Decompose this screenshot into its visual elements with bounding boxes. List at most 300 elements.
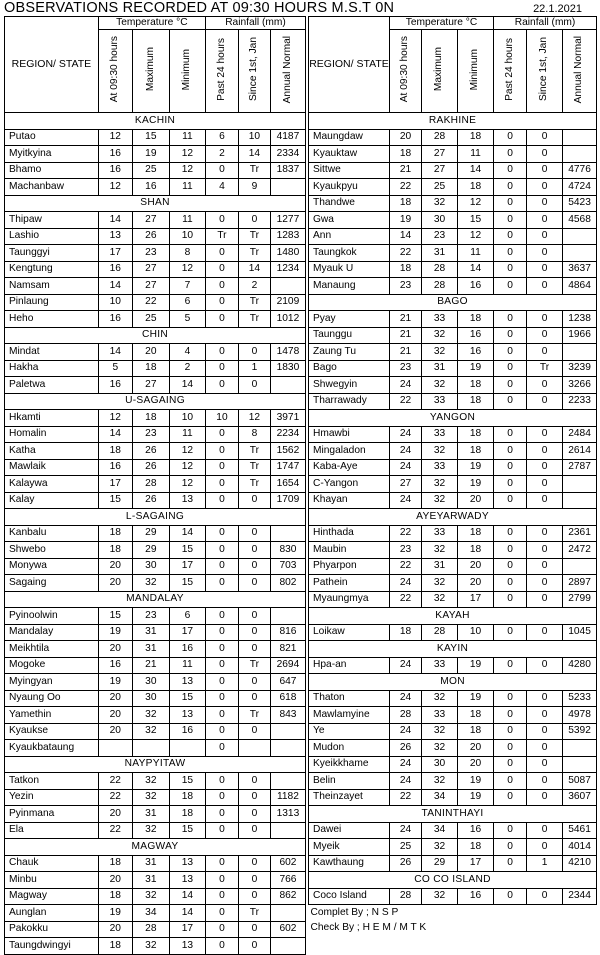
station-name: Kyeikkhame [309, 756, 390, 773]
temp-0930: 18 [390, 261, 422, 278]
rain-annual-normal: 830 [270, 542, 305, 559]
station-name: Kyaukpyu [309, 179, 390, 196]
station-name: Kyaukse [5, 723, 99, 740]
rain-since-jan: 0 [527, 212, 563, 229]
temp-min: 8 [169, 245, 205, 262]
station-row [5, 657, 306, 674]
rain-24h: 0 [205, 674, 238, 691]
station-row [309, 476, 597, 493]
temp-max: 32 [422, 591, 458, 608]
rain-annual-normal [563, 492, 597, 509]
station-row [309, 575, 597, 592]
rain-24h: 0 [494, 773, 527, 790]
temp-min: 18 [458, 377, 494, 394]
temp-max: 34 [422, 822, 458, 839]
temp-0930: 18 [98, 855, 132, 872]
rain-24h: 0 [205, 855, 238, 872]
rain-annual-normal: 3239 [563, 360, 597, 377]
rain-24h: 0 [494, 179, 527, 196]
station-name: Homalin [5, 426, 99, 443]
rain-annual-normal: 647 [270, 674, 305, 691]
rain-24h: 0 [494, 740, 527, 757]
temp-min: 6 [169, 608, 205, 625]
station-name: Mandalay [5, 624, 99, 641]
temp-min: 11 [169, 179, 205, 196]
temp-min: 11 [458, 146, 494, 163]
temp-max: 25 [422, 179, 458, 196]
station-row [309, 261, 597, 278]
station-name: Kalay [5, 492, 99, 509]
section-name: L-SAGAING [5, 509, 306, 526]
rain-24h: 0 [205, 311, 238, 328]
rain-24h: 0 [494, 591, 527, 608]
temp-max: 32 [422, 443, 458, 460]
temp-max: 32 [132, 723, 169, 740]
temp-0930: 18 [390, 624, 422, 641]
station-row [309, 443, 597, 460]
station-name: Minbu [5, 872, 99, 889]
rain-since-jan: Tr [238, 657, 270, 674]
rain-24h: 0 [205, 872, 238, 889]
section-name: NAYPYITAW [5, 756, 306, 773]
temp-0930: 22 [98, 822, 132, 839]
temp-max: 23 [132, 245, 169, 262]
rain-since-jan: 10 [238, 129, 270, 146]
station-row [309, 311, 597, 328]
rain-24h: 0 [494, 212, 527, 229]
station-name: Meikhtila [5, 641, 99, 658]
rain-24h: 0 [494, 162, 527, 179]
rain-annual-normal [270, 905, 305, 922]
station-name: Yezin [5, 789, 99, 806]
station-name: Kyauktaw [309, 146, 390, 163]
temp-max: 30 [132, 674, 169, 691]
temp-0930: 24 [390, 657, 422, 674]
temp-max: 31 [132, 855, 169, 872]
temp-min: 11 [169, 426, 205, 443]
rain-24h: 0 [205, 426, 238, 443]
temp-0930: 14 [98, 278, 132, 295]
temp-max: 16 [132, 179, 169, 196]
rain-annual-normal: 862 [270, 888, 305, 905]
section-row [309, 410, 597, 427]
since-jan-header: Since 1st, Jan [248, 37, 260, 102]
rain-since-jan: Tr [238, 294, 270, 311]
rain-annual-normal: 2787 [563, 459, 597, 476]
temp-max: 31 [422, 245, 458, 262]
temp-max: 33 [422, 707, 458, 724]
observations-tables [4, 16, 596, 951]
station-name: Mudon [309, 740, 390, 757]
temp-max: 33 [422, 393, 458, 410]
station-name: Myitkyina [5, 146, 99, 163]
rain-24h: 0 [205, 558, 238, 575]
temp-0930: 20 [98, 872, 132, 889]
station-row [5, 245, 306, 262]
temp-0930: 24 [390, 575, 422, 592]
temp-0930: 20 [390, 129, 422, 146]
rain-since-jan: 0 [238, 921, 270, 938]
rain-annual-normal: 2233 [563, 393, 597, 410]
temp-0930: 19 [98, 674, 132, 691]
station-name: Hinthada [309, 525, 390, 542]
rain-since-jan: 0 [527, 624, 563, 641]
temp-0930: 20 [98, 723, 132, 740]
temp-0930: 16 [98, 311, 132, 328]
section-name: MON [309, 674, 597, 691]
station-row [5, 426, 306, 443]
station-name: Maungdaw [309, 129, 390, 146]
station-row [309, 492, 597, 509]
temp-0930: 15 [98, 492, 132, 509]
rain-since-jan: 0 [238, 608, 270, 625]
temp-0930: 18 [390, 146, 422, 163]
temp-0930: 20 [98, 707, 132, 724]
rain-24h: 0 [494, 377, 527, 394]
rain-since-jan: 0 [527, 657, 563, 674]
station-row [309, 245, 597, 262]
temp-min: 14 [169, 377, 205, 394]
rain-annual-normal: 1966 [563, 327, 597, 344]
temp-min: 11 [169, 657, 205, 674]
station-name: Ela [5, 822, 99, 839]
temp-0930: 26 [390, 740, 422, 757]
rain-annual-normal [563, 740, 597, 757]
temp-0930: 22 [390, 245, 422, 262]
maximum-header: Maximum [433, 47, 445, 92]
rain-since-jan: 0 [527, 888, 563, 905]
rain-24h: 0 [205, 905, 238, 922]
temp-min: 18 [458, 542, 494, 559]
rain-annual-normal: 4187 [270, 129, 305, 146]
temp-max: 23 [422, 228, 458, 245]
left-table-body [5, 113, 306, 955]
rain-annual-normal [270, 938, 305, 955]
temp-min: 18 [169, 789, 205, 806]
station-name: Machanbaw [5, 179, 99, 196]
temp-min: 13 [169, 855, 205, 872]
temp-min: 16 [169, 641, 205, 658]
station-row [309, 212, 597, 229]
temp-0930: 24 [390, 377, 422, 394]
station-row [309, 591, 597, 608]
rain-annual-normal: 5233 [563, 690, 597, 707]
temp-0930: 16 [98, 162, 132, 179]
temp-max: 15 [132, 129, 169, 146]
rain-annual-normal: 5461 [563, 822, 597, 839]
temp-0930: 18 [98, 443, 132, 460]
temp-0930: 25 [390, 839, 422, 856]
rain-annual-normal: 2234 [270, 426, 305, 443]
temp-0930: 22 [390, 558, 422, 575]
rain-24h: 0 [494, 261, 527, 278]
rain-24h: 0 [205, 657, 238, 674]
rain-since-jan: 0 [527, 261, 563, 278]
rain-since-jan: 0 [238, 492, 270, 509]
station-name: Taunggu [309, 327, 390, 344]
temp-0930: 10 [98, 294, 132, 311]
rain-annual-normal [270, 740, 305, 757]
temp-min: 16 [458, 278, 494, 295]
temp-min: 16 [458, 327, 494, 344]
temp-min: 18 [458, 723, 494, 740]
temp-0930: 20 [98, 575, 132, 592]
rain-24h: 0 [205, 888, 238, 905]
station-name: Monywa [5, 558, 99, 575]
rain-since-jan: 0 [238, 773, 270, 790]
rain-24h: 0 [494, 311, 527, 328]
rain-annual-normal: 4978 [563, 707, 597, 724]
rain-annual-normal [270, 377, 305, 394]
temp-max: 32 [422, 888, 458, 905]
station-name: Mawlaik [5, 459, 99, 476]
rain-annual-normal [270, 822, 305, 839]
rain-24h: 0 [205, 921, 238, 938]
annual-normal-header: Annual Normal [281, 35, 293, 104]
rain-24h: 0 [494, 525, 527, 542]
station-row [309, 888, 597, 905]
rain-since-jan: 8 [238, 426, 270, 443]
rain-annual-normal [270, 525, 305, 542]
temp-0930: 22 [390, 591, 422, 608]
section-name: BAGO [309, 294, 597, 311]
station-name: Belin [309, 773, 390, 790]
temp-max: 23 [132, 608, 169, 625]
temp-max: 32 [422, 195, 458, 212]
past24-header: Past 24 hours [503, 37, 515, 101]
temp-min: 18 [458, 707, 494, 724]
temp-max: 26 [132, 492, 169, 509]
rain-since-jan: 0 [527, 690, 563, 707]
temp-0930: 12 [98, 410, 132, 427]
station-name: Mogoke [5, 657, 99, 674]
section-name: KAYAH [309, 608, 597, 625]
section-row [309, 641, 597, 658]
rain-24h: 0 [205, 575, 238, 592]
station-row [5, 921, 306, 938]
temp-max: 32 [132, 773, 169, 790]
rain-since-jan: 0 [527, 426, 563, 443]
temp-min: 17 [169, 624, 205, 641]
station-name: Tharrawady [309, 393, 390, 410]
rain-annual-normal [563, 756, 597, 773]
station-row [5, 855, 306, 872]
station-name: Mindat [5, 344, 99, 361]
rain-24h: 0 [494, 426, 527, 443]
temp-min: 13 [169, 674, 205, 691]
temp-0930: 18 [98, 888, 132, 905]
at-0930-header: At 09:30 hours [399, 36, 411, 103]
rain-since-jan: 0 [238, 377, 270, 394]
temp-0930: 22 [390, 525, 422, 542]
rain-24h: 0 [494, 707, 527, 724]
section-row [309, 608, 597, 625]
temp-min: 2 [169, 360, 205, 377]
temp-max: 31 [422, 360, 458, 377]
rain-24h: 0 [494, 624, 527, 641]
temp-min: 20 [458, 756, 494, 773]
station-row [5, 278, 306, 295]
temp-max: 28 [132, 476, 169, 493]
rain-annual-normal: 1234 [270, 261, 305, 278]
rain-annual-normal [563, 146, 597, 163]
rain-annual-normal: 2484 [563, 426, 597, 443]
temp-max: 31 [132, 624, 169, 641]
rain-annual-normal: 4724 [563, 179, 597, 196]
temp-min: 13 [169, 707, 205, 724]
station-name: Lashio [5, 228, 99, 245]
temp-0930: 20 [98, 641, 132, 658]
rain-annual-normal: 2694 [270, 657, 305, 674]
temp-max: 18 [132, 360, 169, 377]
rain-annual-normal: 802 [270, 575, 305, 592]
station-row [5, 146, 306, 163]
temp-max: 32 [422, 839, 458, 856]
rain-annual-normal: 2614 [563, 443, 597, 460]
station-name: Yamethin [5, 707, 99, 724]
station-name: Pathein [309, 575, 390, 592]
station-row [5, 344, 306, 361]
temp-min: 13 [169, 872, 205, 889]
rain-since-jan: 0 [527, 558, 563, 575]
temp-0930: 24 [390, 822, 422, 839]
rain-since-jan: 0 [238, 525, 270, 542]
rain-annual-normal: 602 [270, 855, 305, 872]
rain-annual-normal [270, 278, 305, 295]
rain-24h: 0 [494, 492, 527, 509]
station-row [5, 707, 306, 724]
temp-0930: 20 [98, 690, 132, 707]
station-name: Bhamo [5, 162, 99, 179]
temp-min: 14 [458, 162, 494, 179]
station-row [309, 690, 597, 707]
rain-annual-normal: 1830 [270, 360, 305, 377]
station-name: Theinzayet [309, 789, 390, 806]
temp-min: 5 [169, 311, 205, 328]
rain-since-jan: 0 [238, 575, 270, 592]
temp-0930: 5 [98, 360, 132, 377]
station-row [5, 212, 306, 229]
station-row [309, 426, 597, 443]
station-row [309, 789, 597, 806]
rain-annual-normal: 5392 [563, 723, 597, 740]
station-row [5, 789, 306, 806]
temp-max: 25 [132, 311, 169, 328]
section-row [5, 327, 306, 344]
rain-since-jan: Tr [238, 311, 270, 328]
station-name: Kalaywa [5, 476, 99, 493]
temp-0930: 24 [390, 426, 422, 443]
temp-0930: 12 [98, 129, 132, 146]
temp-max: 29 [422, 855, 458, 872]
temp-min: 19 [458, 773, 494, 790]
temp-0930: 18 [98, 938, 132, 955]
station-name: Namsam [5, 278, 99, 295]
rain-since-jan: 0 [527, 344, 563, 361]
temp-0930: 21 [390, 311, 422, 328]
rain-24h: 0 [205, 162, 238, 179]
temp-0930: 24 [390, 459, 422, 476]
station-name: Phyarpon [309, 558, 390, 575]
rain-24h: 0 [205, 294, 238, 311]
rain-annual-normal: 2361 [563, 525, 597, 542]
rain-annual-normal: 3637 [563, 261, 597, 278]
temp-max: 32 [422, 492, 458, 509]
rain-since-jan: 0 [527, 311, 563, 328]
temp-0930: 14 [390, 228, 422, 245]
rain-since-jan: Tr [238, 476, 270, 493]
rain-annual-normal [563, 129, 597, 146]
station-name: Kengtung [5, 261, 99, 278]
station-name: Myaungmya [309, 591, 390, 608]
temp-min: 12 [169, 162, 205, 179]
temperature-header: Temperature °C [98, 17, 205, 30]
station-name: Mawlamyine [309, 707, 390, 724]
station-row [5, 558, 306, 575]
rain-24h: 4 [205, 179, 238, 196]
rain-24h: 0 [494, 443, 527, 460]
rain-annual-normal: 2334 [270, 146, 305, 163]
rain-24h: 0 [494, 558, 527, 575]
temp-max: 33 [422, 426, 458, 443]
temp-min: 12 [169, 476, 205, 493]
temp-0930: 21 [390, 162, 422, 179]
rain-since-jan: 1 [527, 855, 563, 872]
station-row [5, 723, 306, 740]
station-row [309, 195, 597, 212]
rainfall-header: Rainfall (mm) [494, 17, 597, 30]
rain-24h: 6 [205, 129, 238, 146]
station-row [309, 773, 597, 790]
temp-0930: 19 [98, 905, 132, 922]
temp-0930: 16 [98, 657, 132, 674]
station-row [5, 311, 306, 328]
rain-24h: 0 [494, 575, 527, 592]
page-title: OBSERVATIONS RECORDED AT 09:30 HOURS M.S.T 0N [4, 0, 395, 16]
rain-since-jan: 0 [527, 179, 563, 196]
rain-24h: 0 [205, 707, 238, 724]
station-name: Myauk U [309, 261, 390, 278]
temp-0930: 14 [98, 426, 132, 443]
rain-24h: 0 [494, 459, 527, 476]
rain-since-jan: 0 [238, 872, 270, 889]
station-name: Manaung [309, 278, 390, 295]
station-row [309, 179, 597, 196]
footer-row [309, 905, 597, 921]
rain-annual-normal: 1182 [270, 789, 305, 806]
rain-since-jan: 0 [238, 542, 270, 559]
rain-since-jan: 0 [527, 707, 563, 724]
rain-annual-normal [563, 228, 597, 245]
station-row [5, 492, 306, 509]
since-jan-header: Since 1st, Jan [538, 37, 550, 102]
rain-annual-normal: 1045 [563, 624, 597, 641]
rain-annual-normal: 4776 [563, 162, 597, 179]
station-row [5, 872, 306, 889]
footer-row [309, 921, 597, 937]
temp-min: 19 [458, 690, 494, 707]
temp-min: 18 [458, 393, 494, 410]
station-row [309, 542, 597, 559]
station-name: Kanbalu [5, 525, 99, 542]
station-name: Sagaing [5, 575, 99, 592]
station-row [309, 360, 597, 377]
rain-annual-normal [270, 179, 305, 196]
rain-since-jan: 0 [527, 740, 563, 757]
rain-since-jan: 0 [527, 839, 563, 856]
station-row [309, 624, 597, 641]
station-name: Hmawbi [309, 426, 390, 443]
